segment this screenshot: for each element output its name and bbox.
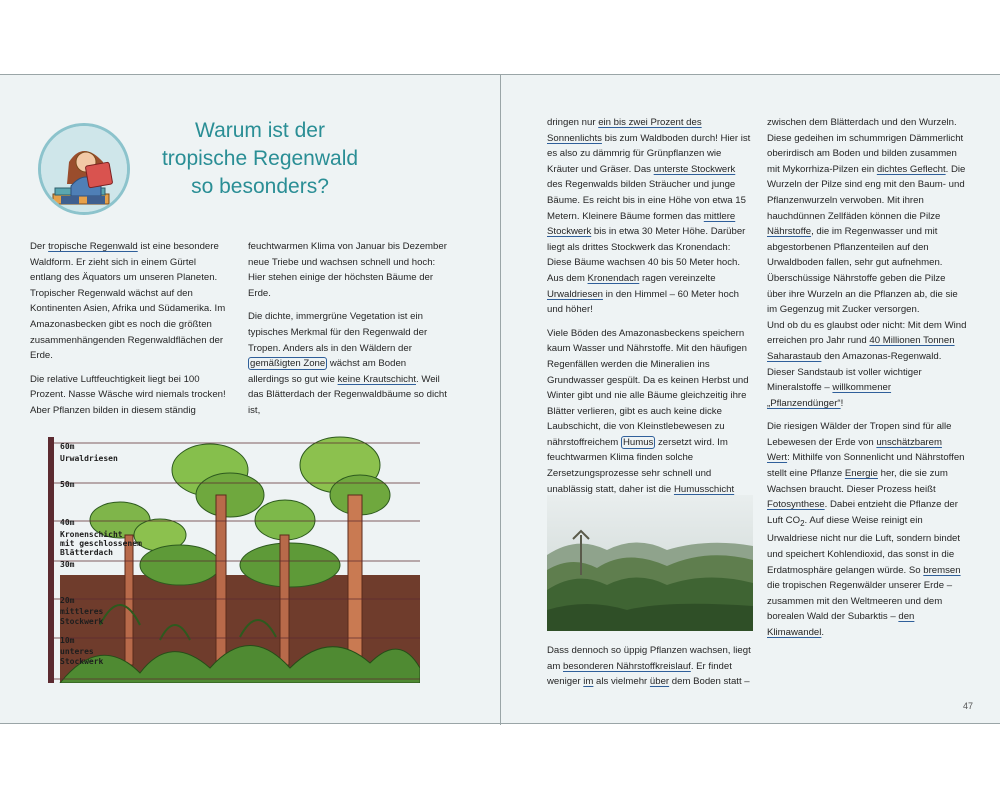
right-page (501, 75, 1000, 725)
title-line-2: tropische Regenwald (161, 147, 359, 170)
text-run: wächst am Boden allerdings so gut wie (248, 358, 407, 385)
text-run: . Auf diese Weise reinigt ein Urwaldriese nicht nur die Luft, sondern bindet und speichert Kohlendioxid, das sonst in die Erdatmosphäre gelangen würde. So (767, 514, 961, 576)
glossary-link: tropische Regenwald (48, 241, 138, 252)
right-column-1 (547, 115, 753, 521)
page-title (140, 117, 380, 201)
height-ruler (48, 437, 54, 683)
title-line-3: so besonders? (191, 175, 329, 198)
glossary-link: Kronendach (587, 272, 640, 284)
text-run: dem Boden statt – (669, 676, 750, 688)
text-run: her, die sie zum Wachsen braucht. Dieser Prozess heißt (767, 468, 948, 495)
text-run: in den Himmel – 60 Meter hoch und höher! (547, 288, 739, 316)
book-spread (0, 74, 1000, 724)
paragraph (767, 318, 967, 412)
glossary-link: mittlere Stockwerk (547, 210, 736, 238)
glossary-link: den Klimawandel (767, 611, 915, 638)
text-run: den Amazonas-Regenwald. Dieser Sandstaub ist voller wichtiger Mineralstoffe – (767, 350, 942, 394)
paragraph (547, 643, 753, 690)
text-run: : Mithilfe von Sonnenlicht und Nährstoffen stellt eine Pflanze (767, 452, 965, 480)
glossary-link: keine Krautschicht (337, 373, 416, 385)
label-stockwerk-low: Stockwerk (60, 657, 104, 666)
paragraph: feuchtwarmen Klima von Januar bis Dezember neue Triebe und wachsen schnell und hoch: Hier stehen einige der höchsten Bäume der Erde. (248, 241, 447, 299)
paragraph (30, 239, 230, 364)
label-kronenschicht: Kronenschicht (60, 530, 123, 539)
text-run: ! (840, 397, 844, 409)
rainforest-layers-illustration (40, 425, 420, 683)
paragraph (248, 309, 448, 418)
glossary-link: dichtes Geflecht (876, 163, 946, 175)
glossary-link: bremsen (923, 564, 961, 576)
label-60m: 60m (60, 442, 75, 451)
left-column-2 (248, 239, 448, 427)
label-40m: 40m (60, 518, 75, 527)
reading-child-illustration (38, 123, 130, 215)
boxed-term: gemäßigten Zone (250, 358, 326, 370)
right-column-2 (767, 115, 967, 649)
text-run: bis in etwa 30 Meter Höhe. Darüber liegt als drittes Stockwerk das Kronendach: Diese Bäume wachsen 40 bis 50 Meter hoch. Aus dem (547, 226, 746, 284)
label-20m: 20m (60, 596, 75, 605)
label-urwaldriesen: Urwaldriesen (60, 454, 118, 463)
text-run: Und ob du es glaubst oder nicht: Mit dem Wind erreichen pro Jahr rund (767, 319, 967, 347)
glossary-link: Humusschicht (673, 483, 735, 495)
glossary-link: unterste Stockwerk (653, 163, 736, 175)
text-run: . (821, 626, 825, 638)
paragraph (547, 115, 753, 318)
text-run: ist eine besondere Waldform. Er zieht sich in einem Gürtel entlang des Äquators um unseren Planeten. Tropischer Regenwald wächst auf den Kontinenten Asien, Afrika und Südamerika. Im Amazonasbecken gibt es noch die größten zusammenhängenden Regenwaldflächen der Erde. (30, 241, 226, 362)
glossary-link: Urwaldriesen (547, 288, 603, 300)
page-number: 47 (963, 701, 974, 711)
label-unteres: unteres (60, 647, 94, 656)
misty-forest-picture (547, 495, 753, 631)
text-run: die tropischen Regenwälder unserer Erde – zusammen mit den Weltmeeren und dem borealen Wald der Subarktis – (767, 580, 953, 623)
left-column-1 (30, 239, 230, 427)
tree-crowns (90, 437, 390, 587)
text-run: des Regenwalds bilden Sträucher und junge Bäume. Es reicht bis in eine Höhe von etwa 15 Metern. Kleinere Bäume formen das (547, 179, 746, 222)
paragraph: Die relative Luftfeuchtigkeit liegt bei 100 Prozent. Nasse Wäsche wird niemals trocken! Aber Pflanzen bilden in diesem ständig (30, 373, 226, 416)
rainforest-layers-drawing (40, 425, 420, 683)
label-mit-geschlossenem: mit geschlossenem (60, 539, 142, 548)
text-run: . Weil das Blätterdach der Regenwaldbäume so dicht ist, (248, 373, 447, 416)
glossary-link: willkommener „Pflanzendünger“ (767, 382, 892, 409)
paragraph (767, 115, 967, 318)
subscript: 2 (800, 518, 805, 528)
rainforest-photo (547, 495, 753, 631)
text-run: . Er findet weniger (547, 660, 732, 688)
text-run: als vielmehr (593, 676, 650, 688)
glossary-link: Energie (844, 468, 878, 480)
paragraph (767, 419, 967, 640)
text-run: Dass dennoch so üppig Pflanzen wachsen, liegt am (547, 645, 751, 672)
glossary-link: unschätzbarem Wert (767, 436, 942, 464)
right-column-1-continued (547, 643, 753, 690)
glossary-link: im (583, 676, 594, 688)
glossary-link: 40 Millionen Tonnen Saharastaub (767, 335, 955, 362)
label-10m: 10m (60, 636, 75, 645)
text-run: Die riesigen Wälder der Tropen sind für alle Lebewesen der Erde von (767, 421, 952, 448)
text-run: . Die Wurzeln der Pilze sind eng mit den Baum- und Pflanzenwurzeln verwoben. Mit ihren hauchdünnen Zellfäden können die Pilze (767, 163, 966, 222)
label-50m: 50m (60, 480, 75, 489)
text-run: dringen nur (547, 117, 599, 128)
text-run: . Dabei entzieht die Pflanze der Luft CO (767, 499, 958, 526)
text-run: Der (30, 241, 49, 252)
label-mittleres: mittleres (60, 607, 104, 616)
glossary-link: besonderen Nährstoffkreislauf (563, 660, 691, 672)
text-run: bis zum Waldboden durch! Hier ist es also zu dämmrig für Grünpflanzen wie Kräuter und Gräser. Das (547, 132, 751, 175)
label-30m: 30m (60, 560, 75, 569)
boxed-term: Humus (622, 436, 654, 448)
label-blaetterdach: Blätterdach (60, 548, 113, 557)
glossary-link: ein bis zwei Prozent des Sonnenlichts (547, 117, 702, 144)
glossary-link: Fotosynthese (767, 499, 825, 511)
text-run: zwischen dem Blätterdach und den Wurzeln. Diese gedeihen im schummrigen Dämmerlicht oberirdisch am Boden und bilden zusammen mit Mykorrhiza-Pilzen ein (767, 117, 964, 175)
text-run: ragen vereinzelte (639, 272, 716, 284)
text-run: zersetzt wird. Im feuchtwarmen Klima finden solche Zersetzungsprozesse sehr schnell und unablässig statt, daher ist die (547, 436, 728, 495)
reading-child-icon (41, 126, 130, 215)
text-run: , die im Regenwasser und mit abgestorbenen Pflanzenteilen auf den Urwaldboden fallen, sehr gut aufnehmen. Überschüssige Nährstoffe geben die Pilze über ihre Wurzeln an die Pflanzen ab, die sie im Gegenzug mit Zucker versorgen. (767, 226, 958, 316)
left-page (0, 75, 500, 725)
glossary-link: Nährstoffe (767, 226, 812, 238)
title-line-1: Warum ist der (195, 119, 325, 142)
glossary-link: über (649, 676, 670, 688)
text-run: Viele Böden des Amazonasbeckens speichern kaum Wasser und Nährstoffe. Mit den häufigen Regenfällen werden die Mineralien ins Grundwasser gespült. Da es keinen Herbst und Winter gibt und nie alle Bäume gleichzeitig ihre Blätter verlieren, gibt es auch keine dicke Laubschicht, die von Kleinstlebewesen zu nährstoffreichem (547, 327, 749, 448)
paragraph (547, 326, 753, 513)
text-run: Die dichte, immergrüne Vegetation ist ein typisches Merkmal für den Regenwald der Tropen. Anders als in den Wäldern der (248, 311, 428, 354)
label-stockwerk-mid: Stockwerk (60, 617, 104, 626)
